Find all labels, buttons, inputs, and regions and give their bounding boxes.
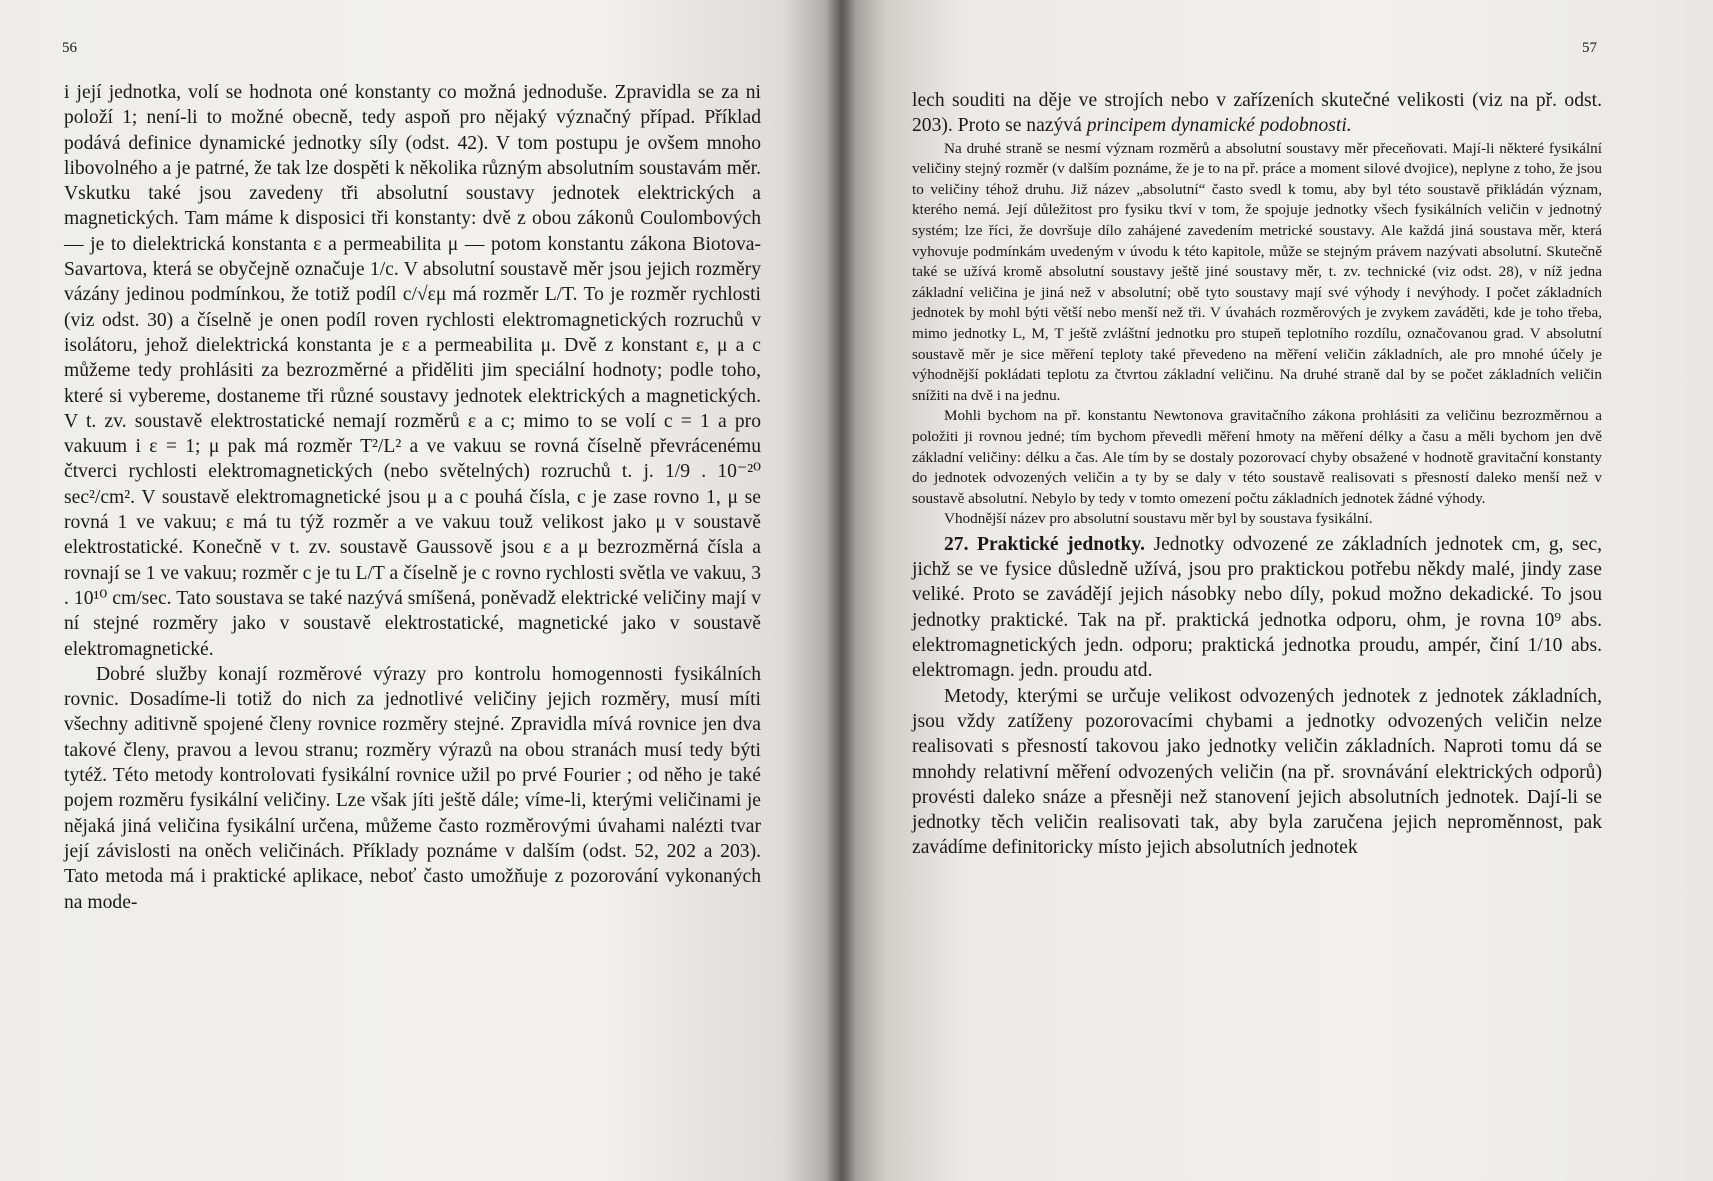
book-gutter (826, 0, 856, 1181)
page-number: 57 (1582, 40, 1597, 56)
section-title: Praktické jednotky. (977, 533, 1145, 555)
small-paragraph: Mohli bychom na př. konstantu Newtonova gravitačního zákona prohlásiti za veličinu bezrozměrnou a položiti ji rovnou jedné; tím bychom převedli měření hmoty na měření délky a času a měli bychom jen dvě základní veličiny: délku a čas. Ale tím by se dostaly pozorovací chyby obsažené v hodnotě gravitační konstanty do jednotek odvozených veličin a ty by se daly v této soustavě realisovati s přesností daleko menší než v soustavě absolutní. Nebylo by tedy v tomto omezení počtu základních jednotek žádné výhody. (912, 407, 1602, 507)
section-text: Jednotky odvozené ze základních jednotek cm, g, sec, jichž se ve fysice důsledně užívá, jsou pro praktickou potřebu někdy malé, jindy zase veliké. Proto se zavádějí jejich násobky nebo díly, pokud možno dekadické. To jsou jednotky praktické. Tak na př. praktická jednotka odporu, ohm, je rovna 10⁹ abs. elektromagnetických jedn. odporu; praktická jednotka proudu, ampér, činí 1/10 abs. elektromagn. jedn. proudu atd. (912, 533, 1602, 682)
emphasis: principem dynamické podobnosti. (1086, 115, 1352, 137)
page-number: 56 (62, 40, 77, 56)
small-paragraph: Vhodnější název pro absolutní soustavu měr byl by soustava fysikální. (944, 510, 1373, 528)
section-number: 27. (944, 533, 969, 555)
paragraph: i její jednotka, volí se hodnota oné konstanty co možná jednoduše. Zpravidla se za ni položí 1; není-li to možné obecně, tedy aspoň pro nějaký význačný případ. Příklad podává definice dynamické jednotky síly (odst. 42). V tom postupu je ovšem mnoho libovolného a je patrné, že tak lze dospěti k několika různým absolutním soustavám měr. Vskutku také jsou zavedeny tři absolutní soustavy jednotek elektrických a magnetických. Tam máme k disposici tři konstanty: dvě z obou zákonů Coulombových — je to dielektrická konstanta ε a permeabilita μ — potom konstantu zákona Biotova-Savartova, která se obyčejně označuje 1/c. V absolutní soustavě měr jsou jejich rozměry vázány jedinou podmínkou, že totiž podíl c/√εμ má rozměr L/T. To je rozměr rychlosti (viz odst. 30) a číselně je onen podíl roven rychlosti elektromagnetických rozruchů v isolátoru, jehož dielektrická konstanta je ε a permeabilita μ. Dvě z konstant ε, μ a c můžeme tedy prohlásiti za bezrozměrné a přiděliti jim speciální hodnoty; podle toho, které si vybereme, dostaneme tři různé soustavy jednotek elektrických a magnetických. V t. zv. soustavě elektrostatické nemají rozměrů ε a c; mimo to se volí c = 1 a pro vakuum i ε = 1; μ pak má rozměr T²/L² a ve vakuu se rovná číselně převrácenému čtverci rychlosti elektromagnetických (nebo světelných) rozruchů t. j. 1/9 . 10⁻²⁰ sec²/cm². V soustavě elektromagnetické jsou μ a c pouhá čísla, c je zase rovno 1, μ se rovná 1 ve vakuu; ε má tu týž rozměr a ve vakuu touž velikost jako μ v soustavě elektrostatické. Konečně v t. zv. soustavě Gaussově jsou ε a μ bezrozměrná čísla a rovnají se 1 ve vakuu; rozměr c je tu L/T a číselně je c rovno rychlosti světla ve vakuu, 3 . 10¹⁰ cm/sec. Tato soustava se také nazývá smíšená, poněvadž elektrické veličiny mají v ní stejné rozměry jako v soustavě elektrostatické, magnetické jako v soustavě elektromagnetické. (64, 82, 761, 660)
paragraph: Dobré služby konají rozměrové výrazy pro kontrolu homogennosti fysikálních rovnic. Dosadíme-li totiž do nich za jednotlivé veličiny jejich rozměry, musí míti všechny aditivně spojené členy rovnice rozměry stejné. Zpravidla mívá rovnice jen dva takové členy, pravou a levou stranu; rozměry výrazů na obou stranách musí tedy býti tytéž. Této metody kontrolovati fysikální rovnice užil po prvé Fourier ; od něho je také pojem rozměru fysikální veličiny. Lze však jíti ještě dále; víme-li, kterými veličinami je nějaká jiná veličina fysikální určena, můžeme často rozměrovými úvahami nalézti tvar její závislosti na oněch veličinách. Příklady poznáme v dalším (odst. 52, 202 a 203). Tato metoda má i praktické aplikace, neboť často umožňuje z pozorování vykonaných na mode- (64, 663, 761, 913)
section-paragraph (912, 532, 1602, 684)
paragraph (912, 88, 1602, 139)
left-text-column (64, 80, 761, 915)
right-text-column (912, 88, 1602, 861)
right-page (842, 0, 1713, 1181)
left-page (0, 0, 842, 1181)
paragraph-text: lech souditi na děje ve strojích nebo v zařízeních skutečné velikosti (viz na př. odst. 203). Proto se nazývá (912, 90, 1602, 137)
paragraph: Metody, kterými se určuje velikost odvozených jednotek z jednotek základních, jsou vždy zatíženy pozorovacími chybami a jednotky odvozených veličin nelze realisovati s přesností takovou jako jednotky veličin základních. Naproti tomu dá se mnohdy relativní měření odvozených veličin (na př. srovnávání elektrických odporů) provésti daleko snáze a přesněji než stanovení jejich absolutních jednotek. Dají-li se jednotky těch veličin realisovati tak, aby byla zaručena jejich neproměnnost, pak zavádíme definitoricky místo jejich absolutních jednotek (912, 685, 1602, 859)
small-paragraph: Na druhé straně se nesmí význam rozměrů a absolutní soustavy měr přeceňovati. Mají-li některé fysikální veličiny stejný rozměr (v dalším poznáme, že je to na př. práce a moment silové dvojice), neplyne z toho, že jsou to veličiny téhož druhu. Již název „absolutní“ často svedl k tomu, aby byl této soustavě přikládán význam, kterého nemá. Její důležitost pro fysiku tkví v tom, že spojuje jednotky všech fysikálních veličin v jednotný systém; lze říci, že dovršuje dílo zahájené zavedením metrické soustavy. Ale každá jiná soustava měr, která vyhovuje podmínkám uvedeným v úvodu k této kapitole, může se stejným právem nazývati absolutní. Skutečně také se užívá kromě absolutní soustavy ještě jiné soustavy měr, t. zv. technické (viz odst. 28), v níž jedna základní veličina je jiná než v absolutní; obě tyto soustavy mají své výhody i nevýhody. I počet základních jednotek by mohl býti větší nebo menší než tři. V úvahách rozměrových je zvykem zaváděti, kde je toho třeba, mimo jednotky L, M, T ještě zvláštní jednotku pro stupeň teplotního rozdílu, označovanou grad. V absolutní soustavě měr je sice měření teploty také převedeno na měření veličin základních, ale pro mnohé účely je výhodnější pokládati teplotu za čtvrtou základní veličinu. Na druhé straně dal by se počet základních veličin snížiti na dvě i na jednu. (912, 139, 1602, 404)
